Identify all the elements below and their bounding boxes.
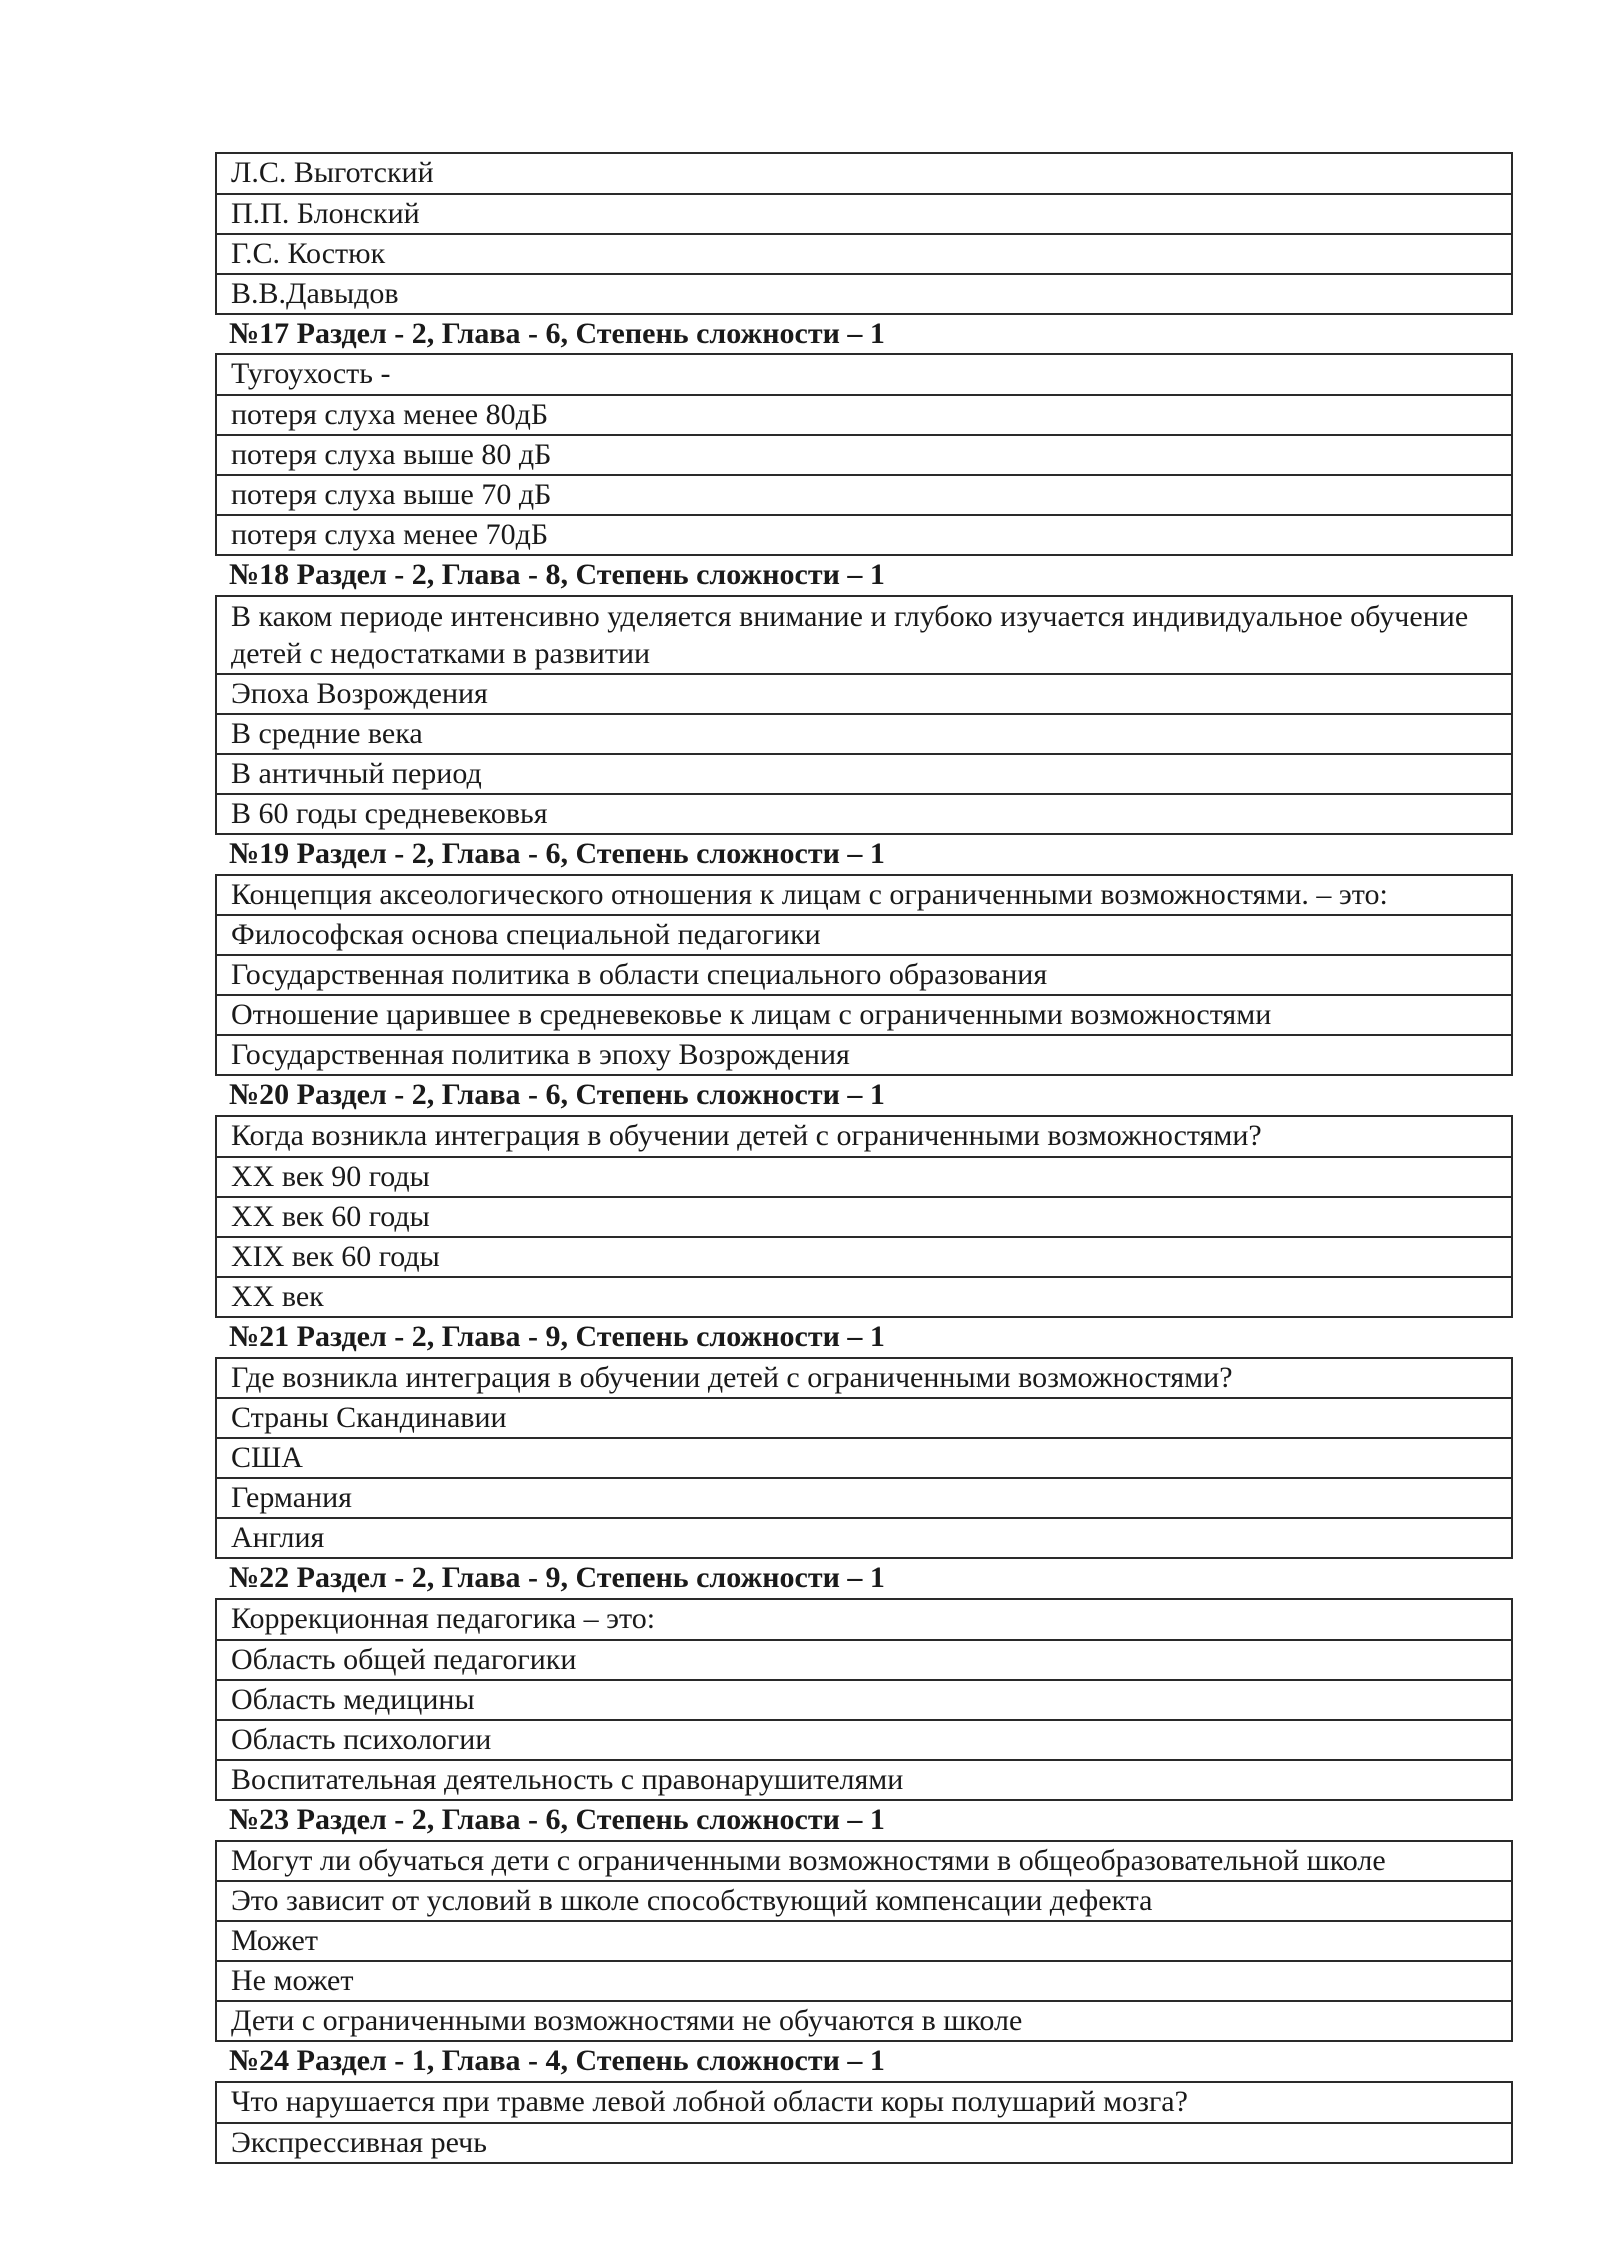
answer-option: Философская основа специальной педагогики (217, 914, 1511, 954)
answer-option: Не может (217, 1960, 1511, 2000)
question-text: Концепция аксеологического отношения к лицам с ограниченными возможностями. – это: (231, 877, 1388, 911)
question-heading: №18 Раздел - 2, Глава - 8, Степень сложности – 1 (229, 558, 885, 592)
answer-option: XX век (217, 1276, 1511, 1316)
answer-option: Г.С. Костюк (217, 233, 1511, 273)
question-block (215, 1076, 1513, 1317)
question-text: Когда возникла интеграция в обучении детей с ограниченными возможностями? (231, 1119, 1262, 1153)
answer-option: Государственная политика в области специального образования (217, 954, 1511, 994)
answer-option: XX век 90 годы (217, 1156, 1511, 1196)
question-heading: №22 Раздел - 2, Глава - 9, Степень сложности – 1 (229, 1561, 885, 1595)
question-text: Что нарушается при травме левой лобной области коры полушарий мозга? (231, 2085, 1188, 2119)
answer-option: Германия (217, 1477, 1511, 1517)
answer-option: Отношение царившее в средневековье к лицам с ограниченными возможностями (217, 994, 1511, 1034)
question-heading: №20 Раздел - 2, Глава - 6, Степень сложности – 1 (229, 1078, 885, 1112)
answer-option: потеря слуха выше 80 дБ (217, 434, 1511, 474)
question-block (215, 1801, 1513, 2042)
answer-option: Государственная политика в эпоху Возрождения (217, 1034, 1511, 1074)
answer-table (215, 2081, 1513, 2164)
answer-option: Область медицины (217, 1679, 1511, 1719)
answer-option: Эпоха Возрождения (217, 673, 1511, 713)
answer-option: Экспрессивная речь (217, 2122, 1511, 2162)
answer-option: потеря слуха менее 80дБ (217, 394, 1511, 434)
question-block (215, 556, 1513, 835)
answer-table (215, 1115, 1513, 1318)
question-block (215, 835, 1513, 1076)
answer-option: XIX век 60 годы (217, 1236, 1511, 1276)
question-text: Где возникла интеграция в обучении детей с ограниченными возможностями? (231, 1360, 1233, 1394)
question-heading: №23 Раздел - 2, Глава - 6, Степень сложности – 1 (229, 1802, 885, 1836)
answer-option: США (217, 1437, 1511, 1477)
answer-table (215, 595, 1513, 835)
answer-table (215, 1357, 1513, 1560)
question-heading: №17 Раздел - 2, Глава - 6, Степень сложности – 1 (229, 316, 885, 350)
answer-option: В.В.Давыдов (217, 273, 1511, 313)
question-block (215, 1318, 1513, 1559)
question-heading: №19 Раздел - 2, Глава - 6, Степень сложности – 1 (229, 836, 885, 870)
answer-table (215, 353, 1513, 556)
question-block (215, 315, 1513, 556)
answer-table (215, 874, 1513, 1077)
answer-option: В 60 годы средневековья (217, 793, 1511, 833)
answer-option: Воспитательная деятельность с правонарушителями (217, 1759, 1511, 1799)
answer-option: Область психологии (217, 1719, 1511, 1759)
question-heading: №24 Раздел - 1, Глава - 4, Степень сложности – 1 (229, 2044, 885, 2078)
answer-option: потеря слуха менее 70дБ (217, 514, 1511, 554)
question-text: В каком периоде интенсивно уделяется внимание и глубоко изучается индивидуальное обучение детей с недостатками в развитии (231, 599, 1469, 670)
document-page (215, 152, 1513, 2164)
question-text: Л.С. Выготский (231, 156, 434, 189)
question-text: Тугоухость - (231, 357, 391, 391)
answer-option: Это зависит от условий в школе способствующий компенсации дефекта (217, 1880, 1511, 1920)
answer-option: Область общей педагогики (217, 1639, 1511, 1679)
answer-option: потеря слуха выше 70 дБ (217, 474, 1511, 514)
question-block (215, 1559, 1513, 1800)
answer-table (215, 152, 1513, 315)
answer-option: Может (217, 1920, 1511, 1960)
question-heading: №21 Раздел - 2, Глава - 9, Степень сложности – 1 (229, 1319, 885, 1353)
question-text: Могут ли обучаться дети с ограниченными возможностями в общеобразовательной школе (231, 1843, 1386, 1877)
answer-option: XX век 60 годы (217, 1196, 1511, 1236)
answer-table (215, 1598, 1513, 1801)
answer-option: Дети с ограниченными возможностями не обучаются в школе (217, 2000, 1511, 2040)
question-block (215, 152, 1513, 315)
question-text: Коррекционная педагогика – это: (231, 1602, 656, 1636)
answer-option: Страны Скандинавии (217, 1397, 1511, 1437)
answer-option: П.П. Блонский (217, 193, 1511, 233)
answer-option: В средние века (217, 713, 1511, 753)
question-block (215, 2042, 1513, 2163)
answer-option: Англия (217, 1517, 1511, 1557)
answer-option: В античный период (217, 753, 1511, 793)
answer-table (215, 1840, 1513, 2043)
